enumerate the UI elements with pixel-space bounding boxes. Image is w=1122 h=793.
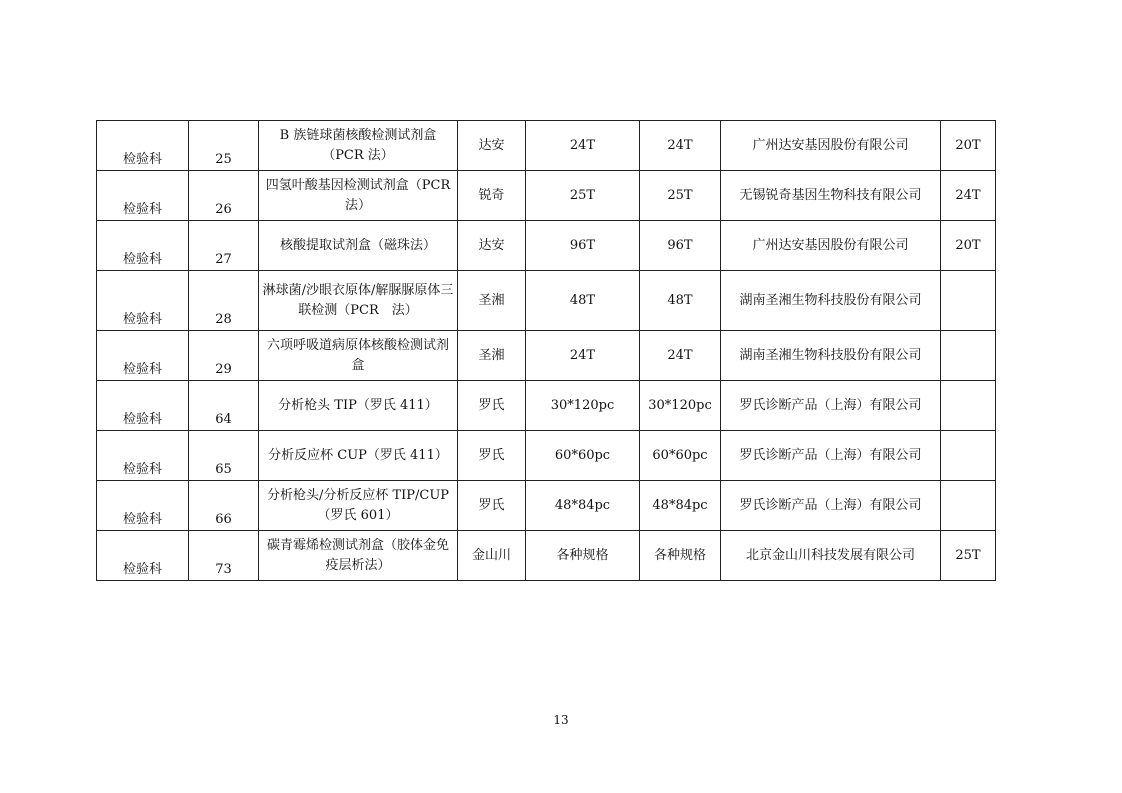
specification-cell: 30*120pc xyxy=(526,381,640,431)
quantity-cell: 25T xyxy=(941,531,996,581)
package-cell: 60*60pc xyxy=(640,431,721,481)
table-row xyxy=(97,121,996,171)
product-name-cell: 分析反应杯 CUP（罗氏 411） xyxy=(259,431,458,481)
quantity-cell xyxy=(941,331,996,381)
department-cell: 检验科 xyxy=(97,481,189,531)
product-name-cell: 四氢叶酸基因检测试剂盒（PCR 法） xyxy=(259,171,458,221)
quantity-cell: 20T xyxy=(941,221,996,271)
quantity-cell xyxy=(941,381,996,431)
brand-cell: 圣湘 xyxy=(458,331,526,381)
table-row xyxy=(97,271,996,331)
table-row xyxy=(97,221,996,271)
brand-cell: 达安 xyxy=(458,121,526,171)
item-number-cell: 28 xyxy=(189,271,259,331)
manufacturer-cell: 湖南圣湘生物科技股份有限公司 xyxy=(721,331,941,381)
manufacturer-cell: 广州达安基因股份有限公司 xyxy=(721,221,941,271)
package-cell: 25T xyxy=(640,171,721,221)
department-cell: 检验科 xyxy=(97,171,189,221)
item-number-cell: 25 xyxy=(189,121,259,171)
quantity-cell: 20T xyxy=(941,121,996,171)
item-number-cell: 26 xyxy=(189,171,259,221)
brand-cell: 锐奇 xyxy=(458,171,526,221)
quantity-cell xyxy=(941,481,996,531)
package-cell: 各种规格 xyxy=(640,531,721,581)
manufacturer-cell: 北京金山川科技发展有限公司 xyxy=(721,531,941,581)
table-row xyxy=(97,331,996,381)
department-cell: 检验科 xyxy=(97,331,189,381)
product-name-cell: 淋球菌/沙眼衣原体/解脲脲原体三联检测（PCR 法） xyxy=(259,271,458,331)
package-cell: 24T xyxy=(640,331,721,381)
brand-cell: 罗氏 xyxy=(458,481,526,531)
product-name-cell: 六项呼吸道病原体核酸检测试剂盒 xyxy=(259,331,458,381)
quantity-cell: 24T xyxy=(941,171,996,221)
brand-cell: 罗氏 xyxy=(458,381,526,431)
item-number-cell: 27 xyxy=(189,221,259,271)
department-cell: 检验科 xyxy=(97,271,189,331)
product-name-cell: 分析枪头 TIP（罗氏 411） xyxy=(259,381,458,431)
brand-cell: 罗氏 xyxy=(458,431,526,481)
package-cell: 30*120pc xyxy=(640,381,721,431)
manufacturer-cell: 罗氏诊断产品（上海）有限公司 xyxy=(721,381,941,431)
product-name-cell: B 族链球菌核酸检测试剂盒（PCR 法） xyxy=(259,121,458,171)
package-cell: 48T xyxy=(640,271,721,331)
item-number-cell: 29 xyxy=(189,331,259,381)
manufacturer-cell: 广州达安基因股份有限公司 xyxy=(721,121,941,171)
manufacturer-cell: 罗氏诊断产品（上海）有限公司 xyxy=(721,481,941,531)
specification-cell: 25T xyxy=(526,171,640,221)
product-name-cell: 分析枪头/分析反应杯 TIP/CUP（罗氏 601） xyxy=(259,481,458,531)
specification-cell: 48T xyxy=(526,271,640,331)
department-cell: 检验科 xyxy=(97,531,189,581)
specification-cell: 各种规格 xyxy=(526,531,640,581)
table-row xyxy=(97,431,996,481)
department-cell: 检验科 xyxy=(97,221,189,271)
table-row xyxy=(97,381,996,431)
manufacturer-cell: 湖南圣湘生物科技股份有限公司 xyxy=(721,271,941,331)
brand-cell: 圣湘 xyxy=(458,271,526,331)
table-row xyxy=(97,531,996,581)
quantity-cell xyxy=(941,431,996,481)
item-number-cell: 65 xyxy=(189,431,259,481)
department-cell: 检验科 xyxy=(97,381,189,431)
specification-cell: 24T xyxy=(526,121,640,171)
specification-cell: 60*60pc xyxy=(526,431,640,481)
brand-cell: 达安 xyxy=(458,221,526,271)
table-row xyxy=(97,171,996,221)
table-body xyxy=(97,121,996,581)
package-cell: 96T xyxy=(640,221,721,271)
item-number-cell: 64 xyxy=(189,381,259,431)
table-row xyxy=(97,481,996,531)
specification-cell: 48*84pc xyxy=(526,481,640,531)
package-cell: 24T xyxy=(640,121,721,171)
department-cell: 检验科 xyxy=(97,121,189,171)
product-name-cell: 碳青霉烯检测试剂盒（胶体金免疫层析法） xyxy=(259,531,458,581)
department-cell: 检验科 xyxy=(97,431,189,481)
item-number-cell: 66 xyxy=(189,481,259,531)
procurement-table xyxy=(96,120,996,581)
page-number: 13 xyxy=(553,713,569,727)
package-cell: 48*84pc xyxy=(640,481,721,531)
manufacturer-cell: 罗氏诊断产品（上海）有限公司 xyxy=(721,431,941,481)
product-name-cell: 核酸提取试剂盒（磁珠法） xyxy=(259,221,458,271)
brand-cell: 金山川 xyxy=(458,531,526,581)
manufacturer-cell: 无锡锐奇基因生物科技有限公司 xyxy=(721,171,941,221)
quantity-cell xyxy=(941,271,996,331)
specification-cell: 96T xyxy=(526,221,640,271)
specification-cell: 24T xyxy=(526,331,640,381)
item-number-cell: 73 xyxy=(189,531,259,581)
